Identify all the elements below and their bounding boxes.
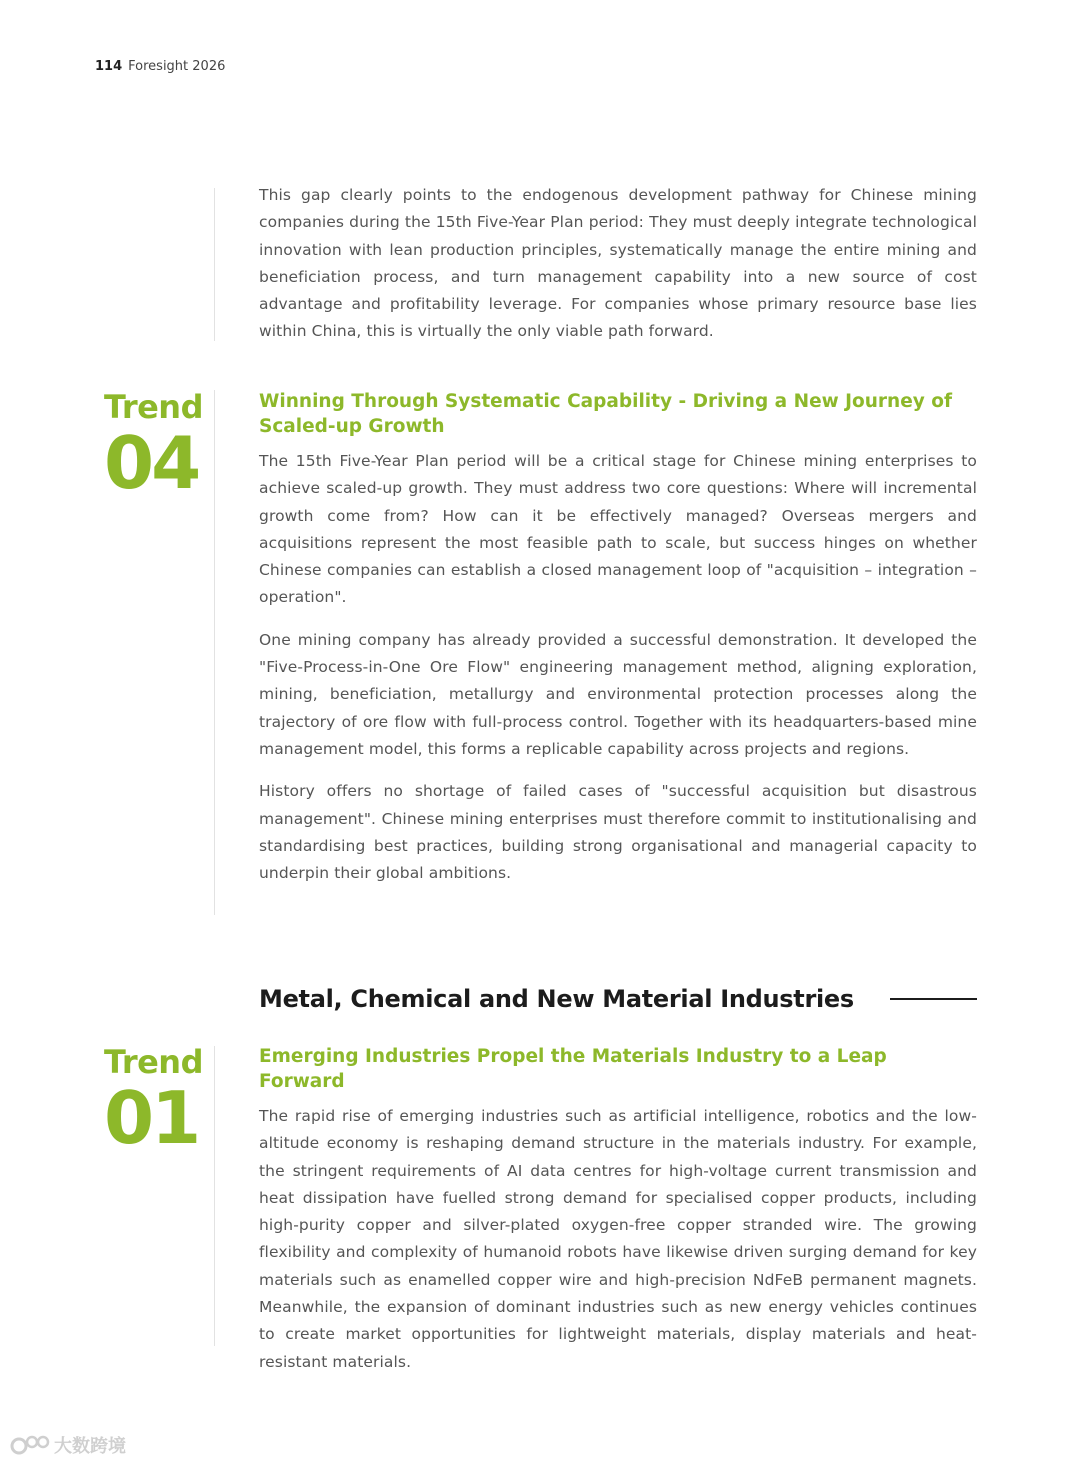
divider-line	[214, 390, 215, 915]
publication-title: Foresight 2026	[128, 59, 226, 74]
section-header	[259, 985, 977, 1013]
trend-04-content	[259, 389, 977, 902]
trend-01-marker	[104, 1043, 203, 1160]
trend-label: Trend	[104, 1043, 203, 1081]
watermark-logo-icon	[10, 1432, 50, 1458]
trend-01-paragraph: The rapid rise of emerging industries such as artificial intelligence, robotics and the low-altitude economy is reshaping demand structure in the materials industry. For example, the stringent requirements of AI data centres for high-voltage current transmission and heat dissipation have fuelled strong demand for specialised copper products, including high-purity copper and silver-plated oxygen-free copper stranded wire. The growing flexibility and complexity of humanoid robots have likewise driven surging demand for key materials such as enamelled copper wire and high-precision NdFeB permanent magnets. Meanwhile, the expansion of dominant industries such as new energy vehicles continues to create market opportunities for lightweight materials, display materials and heat-resistant materials.	[259, 1107, 977, 1371]
watermark	[10, 1432, 126, 1458]
page-number: 114	[95, 59, 123, 74]
divider-line	[214, 1046, 215, 1346]
trend-01-heading: Emerging Industries Propel the Materials Industry to a Leap Forward	[259, 1046, 887, 1092]
divider-line	[214, 188, 215, 341]
trend-04-heading: Winning Through Systematic Capability - Driving a New Journey of Scaled-up Growth	[259, 391, 953, 437]
trend-04-paragraph-2: One mining company has already provided a successful demonstration. It developed the "Five-Process-in-One Ore Flow" engineering management method, aligning exploration, mining, beneficiation, metallurgy and environmental protection processes along the trajectory of ore flow with full-process control. Together with its headquarters-based mine management model, this forms a replicable capability across projects and regions.	[259, 630, 977, 758]
trend-01-content	[259, 1044, 977, 1391]
page-header	[95, 59, 225, 74]
trend-label: Trend	[104, 388, 203, 426]
section-title: Metal, Chemical and New Material Industries	[259, 985, 854, 1013]
trend-04-paragraph-3: History offers no shortage of failed cases of "successful acquisition but disastrous management". Chinese mining enterprises must therefore commit to institutionalising and standardising best practices, building strong organisational and managerial capacity to underpin their global ambitions.	[259, 782, 977, 883]
trend-04-paragraph-1: The 15th Five-Year Plan period will be a critical stage for Chinese mining enterprises to achieve scaled-up growth. They must address two core questions: Where will incremental growth come from? How can it be effectively managed? Overseas mergers and acquisitions represent the most feasible path to scale, but success hinges on whether Chinese companies can establish a closed management loop of "acquisition – integration – operation".	[259, 452, 977, 607]
intro-paragraph: This gap clearly points to the endogenous development pathway for Chinese mining companies during the 15th Five-Year Plan period: They must deeply integrate technological innovation with lean production principles, systematically manage the entire mining and beneficiation process, and turn management capability into a new source of cost advantage and profitability leverage. For companies whose primary resource base lies within China, this is virtually the only viable path forward.	[259, 186, 977, 341]
watermark-text: 大数跨境	[54, 1436, 126, 1457]
trend-number: 04	[104, 421, 199, 505]
trend-number: 01	[104, 1076, 199, 1160]
section-rule	[890, 998, 977, 1000]
trend-04-marker	[104, 388, 203, 505]
intro-block	[259, 182, 977, 361]
